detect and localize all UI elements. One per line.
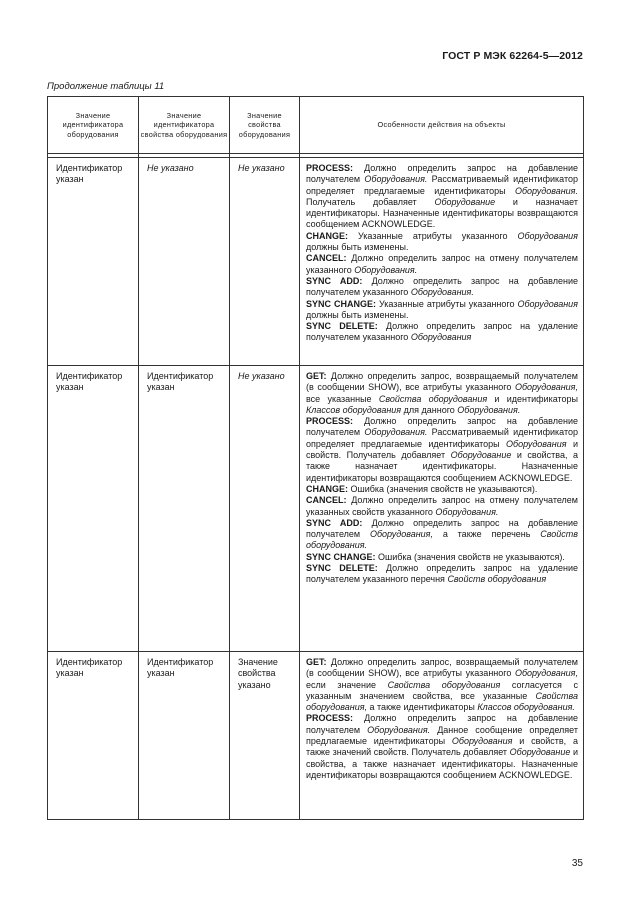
action-paragraph [306, 657, 578, 713]
table-caption: Продолжение таблицы 11 [47, 81, 165, 92]
term-emphasis: Классов оборудования. [477, 702, 575, 713]
action-description-cell [300, 652, 584, 820]
term-emphasis: Классов оборудования [306, 404, 402, 415]
table-row [48, 652, 584, 820]
property-value-cell: Не указано [230, 366, 300, 652]
term-emphasis: Оборудования, [514, 382, 578, 393]
action-keyword: GET: [306, 371, 327, 381]
term-emphasis: Оборудование [509, 747, 571, 758]
equipment-id-cell: Идентификатор указан [48, 652, 139, 820]
term-emphasis: Оборудования. [364, 174, 428, 185]
action-text: должны быть изменены. [306, 309, 409, 320]
action-text: Ошибка (значения свойств не указываются). [375, 551, 565, 562]
action-description-cell [300, 158, 584, 366]
action-paragraph [306, 495, 578, 518]
term-emphasis: Оборудования [410, 332, 472, 343]
equipment-id-cell: Идентификатор указан [48, 366, 139, 652]
term-emphasis: Оборудования [517, 230, 578, 241]
action-keyword: CHANGE: [306, 483, 348, 494]
action-text: Данное сообщение определяет предлагаемые идентификаторы [306, 724, 578, 747]
action-text: Ошибка (значения свойств не указываются). [348, 483, 538, 494]
column-header-property-value: Значение свойства оборудования [230, 97, 300, 154]
action-paragraph [306, 299, 578, 322]
action-text: если значение [306, 679, 388, 690]
action-text: и свойств. Получатель добавляет [306, 438, 579, 461]
action-keyword: SYNC ADD: [306, 275, 363, 286]
action-text: Должно определить запрос на отмену получателем указанных свойств указанного [306, 495, 578, 517]
term-emphasis: Оборудования. [367, 724, 431, 735]
action-keyword: SYNC CHANGE: [306, 551, 376, 562]
property-id-cell: Не указано [139, 158, 230, 366]
action-text: Указанные атрибуты указанного [348, 230, 518, 241]
action-keyword: GET: [306, 657, 327, 667]
action-paragraph [306, 484, 578, 495]
table-header-row [48, 97, 584, 154]
column-header-action-features: Особенности действия на объекты [300, 97, 584, 154]
action-paragraph [306, 163, 578, 231]
properties-table [47, 96, 584, 820]
action-keyword: SYNC DELETE: [306, 321, 378, 332]
action-keyword: SYNC DELETE: [306, 563, 378, 574]
action-description-cell [300, 366, 584, 652]
column-header-property-id: Значение идентификатора свойства оборудования [139, 97, 230, 154]
action-text: а также идентификаторы [367, 702, 478, 713]
term-emphasis: Оборудование [450, 450, 512, 461]
property-value-cell: Значение свойства указано [230, 652, 300, 820]
term-emphasis: Оборудования [517, 298, 578, 309]
action-text: Должно определить запрос на добавление получателем [306, 517, 579, 540]
term-emphasis: Свойства оборудования [387, 679, 501, 690]
action-text: Должно определить запрос на добавление получателем [306, 163, 578, 185]
action-keyword: PROCESS: [306, 416, 354, 427]
column-header-equipment-id: Значение идентификатора оборудования [48, 97, 139, 154]
action-text: Должно определить запрос на удаление получателем указанного перечня [306, 563, 579, 585]
action-text: и свойств, а также значений свойств. Получатель добавляет [306, 736, 579, 758]
action-text: а также перечень [432, 529, 541, 540]
term-emphasis: Оборудование [434, 196, 496, 207]
table-row [48, 158, 584, 366]
term-emphasis: Оборудования. [354, 264, 418, 275]
action-keyword: SYNC CHANGE: [306, 298, 376, 309]
action-text: Рассматриваемый идентификатор определяет предлагаемые идентификаторы [306, 427, 578, 449]
action-text: должны быть изменены. [306, 242, 409, 253]
action-text: Должно определить запрос на добавление получателем указанного [306, 275, 579, 298]
action-text: Должно определить запрос на отмену получателем указанного [306, 253, 578, 275]
action-paragraph [306, 276, 578, 299]
action-text: Должно определить запрос на добавление получателем [306, 713, 578, 735]
term-emphasis: Оборудования [506, 438, 567, 449]
action-keyword: CHANGE: [306, 230, 348, 241]
action-text: и свойства, а также назначает идентификаторы. Назначенные идентификаторы возвращаются сообщением ACKNOWLEDGE. [306, 450, 578, 483]
document-standard-header: ГОСТ Р МЭК 62264-5—2012 [442, 50, 583, 62]
action-paragraph [306, 552, 578, 563]
action-keyword: PROCESS: [306, 163, 354, 173]
term-emphasis: Оборудования. [457, 404, 521, 415]
action-paragraph [306, 416, 578, 484]
action-keyword: PROCESS: [306, 713, 354, 724]
action-paragraph [306, 713, 578, 781]
action-paragraph [306, 321, 578, 344]
table-row [48, 366, 584, 652]
term-emphasis: Свойства оборудования [378, 393, 488, 404]
property-value-cell: Не указано [230, 158, 300, 366]
property-id-cell: Идентификатор указан [139, 652, 230, 820]
action-paragraph [306, 563, 578, 586]
action-text: все указанные [306, 393, 379, 404]
action-paragraph [306, 253, 578, 276]
action-keyword: CANCEL: [306, 495, 347, 506]
action-text: Должно определить запрос, возвращаемый получателем (в сообщении SHOW), все атрибуты указанного [306, 657, 578, 679]
action-text: Указанные атрибуты указанного [375, 298, 518, 309]
term-emphasis: Оборудования, [369, 529, 433, 540]
property-id-cell: Идентификатор указан [139, 366, 230, 652]
action-text: Рассматриваемый идентификатор определяет предлагаемые идентификаторы [306, 174, 578, 196]
action-text: Должно определить запрос, возвращаемый получателем (в сообщении SHOW), все атрибуты указанного [306, 371, 578, 393]
term-emphasis: Оборудования. [410, 287, 474, 298]
term-emphasis: Оборудования. [514, 185, 578, 196]
action-text: для данного [401, 404, 458, 415]
action-paragraph [306, 371, 578, 416]
action-text: и свойства, а также назначает идентификаторы. Назначенные идентификаторы возвращаются сообщением ACKNOWLEDGE. [306, 747, 578, 780]
action-paragraph [306, 231, 578, 254]
equipment-id-cell: Идентификатор указан [48, 158, 139, 366]
action-keyword: SYNC ADD: [306, 517, 363, 528]
term-emphasis: Оборудования [451, 736, 513, 747]
term-emphasis: Оборудования. [364, 427, 428, 438]
action-text: и назначает идентификаторы. Назначенные идентификаторы возвращаются сообщением ACKNOWLEDGE. [306, 196, 578, 230]
action-text: Должно определить запрос на удаление получателем указанного [306, 321, 579, 343]
page-number: 35 [571, 858, 583, 869]
action-keyword: CANCEL: [306, 253, 347, 264]
action-paragraph [306, 518, 578, 552]
term-emphasis: Оборудования, [514, 668, 578, 679]
term-emphasis: Свойств оборудования. [306, 529, 578, 551]
action-text: Получатель добавляет [306, 196, 435, 207]
action-text: согласуется с указанным значением свойства, все указанные [306, 679, 579, 701]
action-text: и идентификаторы [487, 393, 579, 404]
term-emphasis: Оборудования. [435, 506, 499, 517]
term-emphasis: Свойств оборудования [447, 574, 547, 585]
term-emphasis: Свойства оборудования, [306, 690, 578, 713]
action-text: Должно определить запрос на добавление получателем [306, 416, 578, 438]
